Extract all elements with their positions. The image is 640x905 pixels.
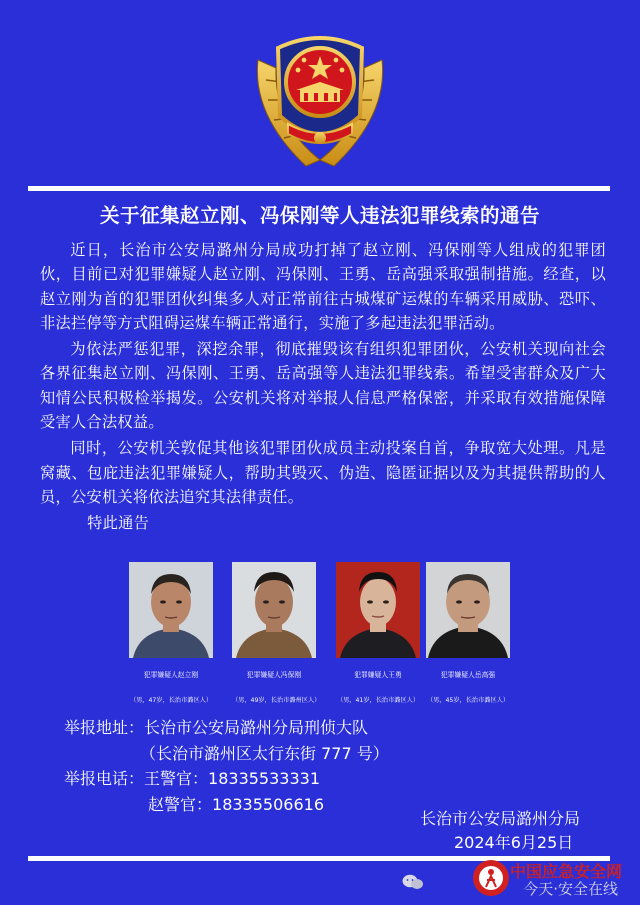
report-address [64, 715, 368, 738]
notice-title: 关于征集赵立刚、冯保刚等人违法犯罪线索的通告 [99, 204, 540, 227]
watermark-site: 中国应急安全网 [509, 862, 622, 881]
paragraph-3: 同时，公安机关敦促其他该犯罪团伙成员主动投案自首，争取宽大处理。凡是窝藏、包庇违法犯罪嫌疑人，帮助其毁灭、伪造、隐匿证据以及为其提供帮助的人员，公安机关将依法追究其法律责任。 [40, 439, 606, 506]
address-detail: （长治市潞州区太行东街 777 号） [140, 744, 389, 763]
address-value: 长治市公安局潞州分局刑侦大队 [144, 718, 369, 737]
wechat-icon [402, 873, 424, 891]
suspect-card [336, 562, 420, 704]
officer-2-label: 赵警官： [148, 795, 213, 814]
phone-2-value[interactable]: 18335506616 [212, 795, 324, 814]
suspect-info: （男，47岁，长治市潞区人） [129, 697, 213, 704]
signature-date: 2024年6月25日 [454, 833, 574, 852]
suspect-info: （男，41岁，长治市潞区人） [336, 697, 420, 704]
suspect-card [426, 562, 510, 704]
suspect-card [232, 562, 321, 704]
suspect-photo [129, 562, 213, 658]
suspect-photo [232, 562, 316, 658]
suspect-card [129, 562, 213, 704]
suspect-photos [129, 562, 524, 702]
signature-org: 长治市公安局潞州分局 [420, 809, 581, 828]
watermark [402, 859, 632, 899]
top-divider [28, 186, 610, 191]
watermark-sub: 今天·安全在线 [523, 880, 618, 898]
phone-1-value[interactable]: 18335533331 [208, 769, 321, 788]
suspect-photo [336, 562, 420, 658]
suspect-info: （男，45岁，长治市潞区人） [426, 697, 510, 704]
suspect-info: （男，49岁，长治市潞州区人） [232, 697, 321, 704]
officer-1-label: 王警官： [144, 769, 209, 788]
report-phone-1 [64, 766, 320, 789]
paragraph-1: 近日，长治市公安局潞州分局成功打掉了赵立刚、冯保刚等人组成的犯罪团伙，目前已对犯罪嫌疑人赵立刚、冯保刚、王勇、岳高强采取强制措施。经查，以赵立刚为首的犯罪团伙纠集多人对正常前往古城煤矿运煤的车辆采用威胁、恐吓、非法拦停等方式阻碍运煤车辆正常通行，实施了多起违法犯罪活动。 [40, 241, 606, 332]
phone-label: 举报电话： [64, 769, 145, 788]
police-emblem [248, 20, 392, 172]
suspect-caption: 犯罪嫌疑人王勇 [354, 671, 402, 679]
suspect-photo [426, 562, 510, 658]
notice-body [40, 238, 606, 538]
suspect-caption: 犯罪嫌疑人冯保刚 [246, 671, 302, 679]
closing-line: 特此通告 [87, 514, 150, 533]
suspect-caption: 犯罪嫌疑人岳高强 [440, 671, 496, 679]
report-phone-2 [148, 792, 324, 815]
suspect-caption: 犯罪嫌疑人赵立刚 [143, 671, 199, 679]
site-logo-icon [472, 859, 510, 897]
paragraph-2: 为依法严惩犯罪，深挖余罪，彻底摧毁该有组织犯罪团伙，公安机关现向社会各界征集赵立刚、冯保刚、王勇、岳高强等人违法犯罪线索。希望受害群众及广大知情公民积极检举揭发。公安机关将对举报人信息严格保密，并采取有效措施保障受害人合法权益。 [40, 340, 606, 432]
address-label: 举报地址： [64, 718, 145, 737]
